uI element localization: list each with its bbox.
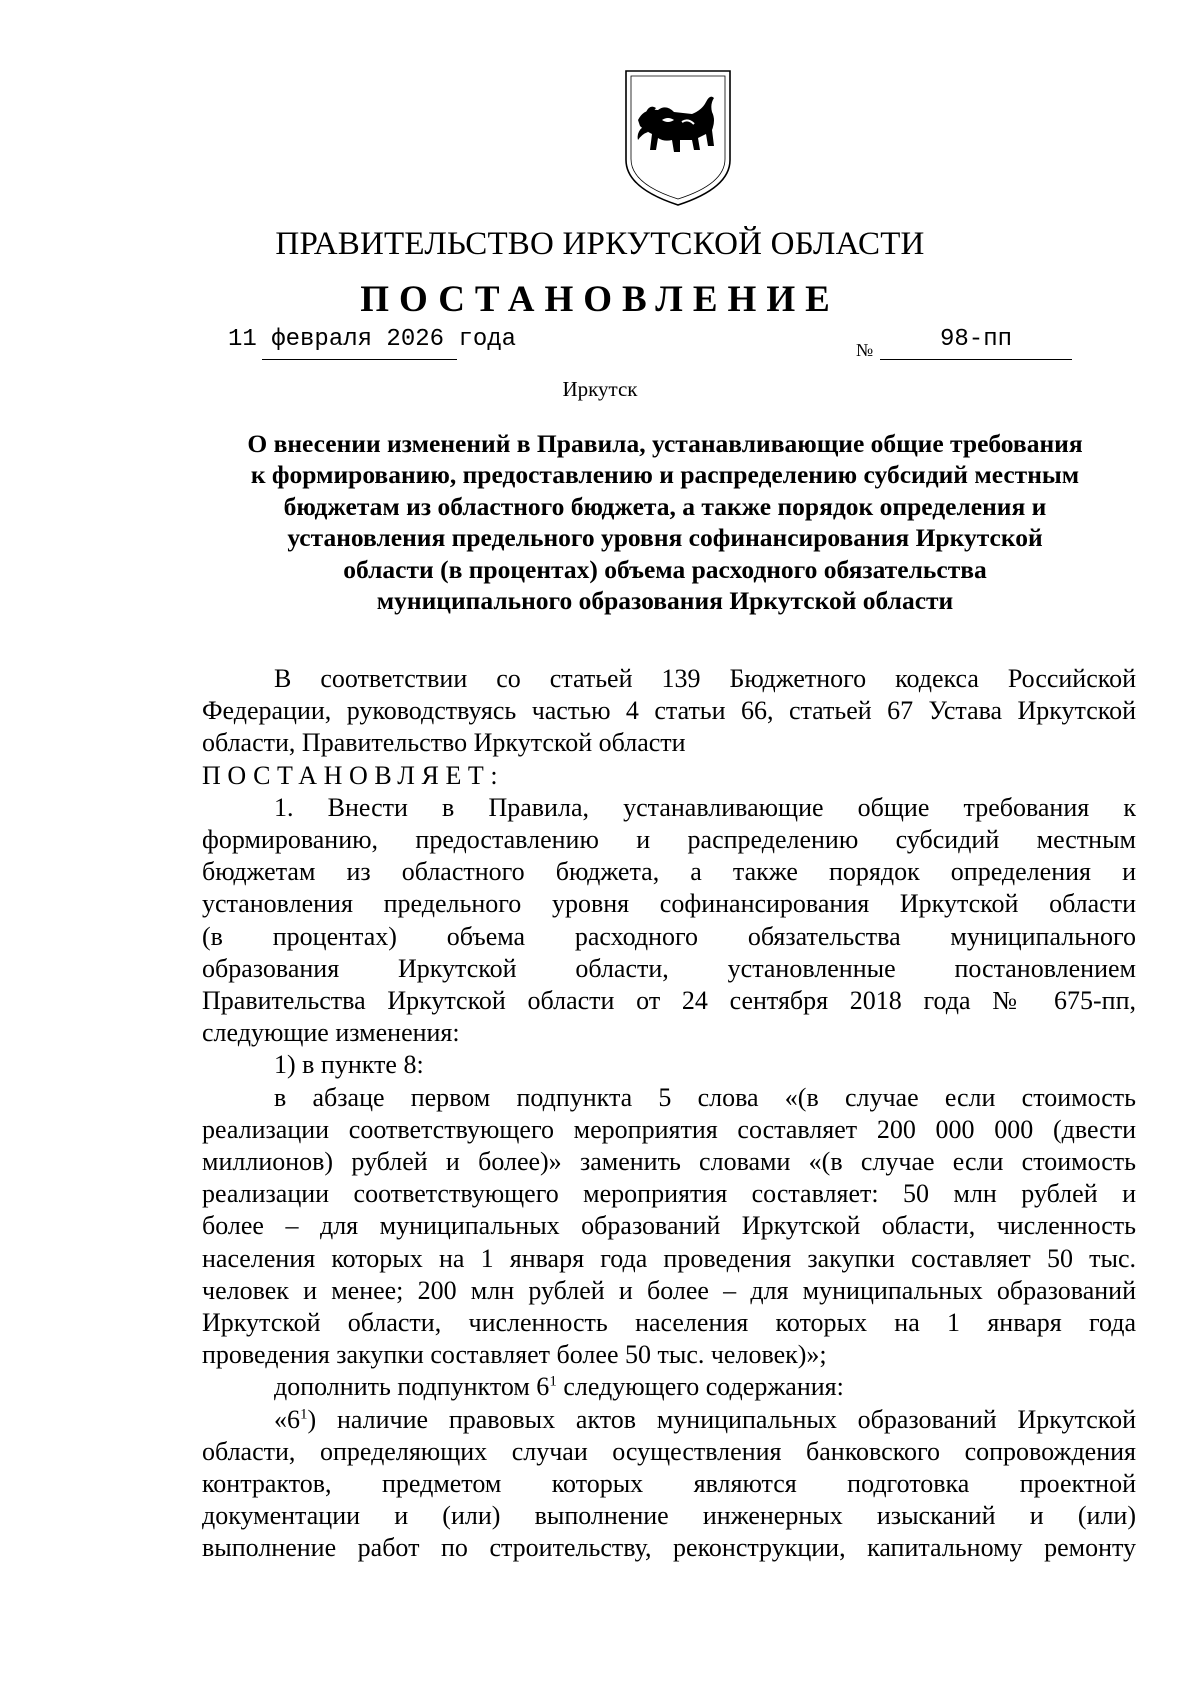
- document-date: 11 февраля 2026 года: [228, 326, 517, 353]
- document-kind: ПОСТАНОВЛЕНИЕ: [360, 279, 840, 320]
- amendment-line: проведения закупки составляет более 50 тыс. человек)»;: [202, 1340, 827, 1370]
- title-line: к формированию, предоставлению и распределению субсидий местным: [250, 460, 1080, 490]
- number-sign: №: [856, 340, 874, 360]
- number-underline: [880, 359, 1072, 360]
- item1-line: установления предельного уровня софинансирования Иркутской области: [202, 889, 1136, 919]
- supplement-text: следующего содержания:: [556, 1372, 844, 1402]
- item1-line: (в процентах) объема расходного обязательства муниципального: [202, 921, 1136, 951]
- title-line: установления предельного уровня софинансирования Иркутской: [287, 523, 1043, 553]
- item1-line: бюджетам из областного бюджета, а также порядок определения и: [202, 857, 1136, 887]
- title-line: муниципального образования Иркутской области: [376, 586, 954, 616]
- amendment-line: человек и менее; 200 млн рублей и более – для муниципальных образований: [202, 1275, 1136, 1305]
- coat-of-arms-icon: [622, 68, 734, 208]
- preamble-line: области, Правительство Иркутской области: [202, 728, 686, 758]
- item1-line: следующие изменения:: [202, 1018, 460, 1048]
- title-line: О внесении изменений в Правила, устанавливающие общие требования: [247, 429, 1083, 458]
- amendment-line: Иркутской области, численность населения которых на 1 января года: [202, 1308, 1136, 1338]
- amendment-line: реализации соответствующего мероприятия составляет: 50 млн рублей и: [202, 1179, 1136, 1209]
- supplement-text: дополнить подпунктом 6: [274, 1372, 550, 1402]
- new-item-open: «6: [274, 1404, 300, 1434]
- coat-of-arms-emblem: [622, 68, 734, 208]
- new-item-text: ) наличие правовых актов муниципальных образований Иркутской: [307, 1404, 1136, 1434]
- document-body: [202, 663, 1136, 1565]
- amendment-line: реализации соответствующего мероприятия составляет 200 000 000 (двести: [202, 1114, 1136, 1144]
- city-name: Иркутск: [562, 377, 638, 401]
- item1-line: формированию, предоставлению и распределению субсидий местным: [202, 825, 1136, 855]
- document-number: 98-пп: [940, 326, 1013, 353]
- new-item-line: выполнение работ по строительству, реконструкции, капитальному ремонту: [202, 1533, 1136, 1563]
- item1-line: образования Иркутской области, установленные постановлением: [202, 953, 1136, 983]
- new-item-line: [202, 1404, 1136, 1436]
- title-line: бюджетам из областного бюджета, а также порядок определения и: [283, 491, 1047, 521]
- new-item-line: документации и (или) выполнение инженерных изысканий и (или): [202, 1501, 1136, 1531]
- date-underline: [262, 359, 457, 360]
- amendment-line: более – для муниципальных образований Иркутской области, численность: [202, 1211, 1136, 1241]
- subitem-heading: 1) в пункте 8:: [274, 1050, 424, 1080]
- amendment-line: населения которых на 1 января года проведения закупки составляет 50 тыс.: [202, 1243, 1136, 1273]
- new-item-line: области, определяющих случаи осуществления банковского сопровождения: [202, 1436, 1136, 1466]
- preamble-line: Федерации, руководствуясь частью 4 статьи 66, статьей 67 Устава Иркутской: [202, 696, 1136, 726]
- new-item-line: контрактов, предметом которых являются подготовка проектной: [202, 1469, 1136, 1499]
- supplement-line: [202, 1371, 1136, 1403]
- superscript: 1: [549, 1373, 557, 1390]
- amendment-line: миллионов) рублей и более)» заменить словами «(в случае если стоимость: [202, 1147, 1136, 1177]
- document-title: [200, 428, 1130, 616]
- resolves-heading: ПОСТАНОВЛЯЕТ:: [202, 760, 505, 790]
- item1-line: Правительства Иркутской области от 24 сентября 2018 года № 675-пп,: [202, 986, 1136, 1016]
- government-name: ПРАВИТЕЛЬСТВО ИРКУТСКОЙ ОБЛАСТИ: [275, 226, 925, 262]
- item1-line: 1. Внести в Правила, устанавливающие общие требования к: [274, 792, 1136, 822]
- superscript: 1: [300, 1406, 308, 1423]
- title-line: области (в процентах) объема расходного обязательства: [343, 554, 987, 584]
- amendment-line: в абзаце первом подпункта 5 слова «(в случае если стоимость: [274, 1082, 1136, 1112]
- preamble-line: В соответствии со статьей 139 Бюджетного кодекса Российской: [274, 664, 1136, 693]
